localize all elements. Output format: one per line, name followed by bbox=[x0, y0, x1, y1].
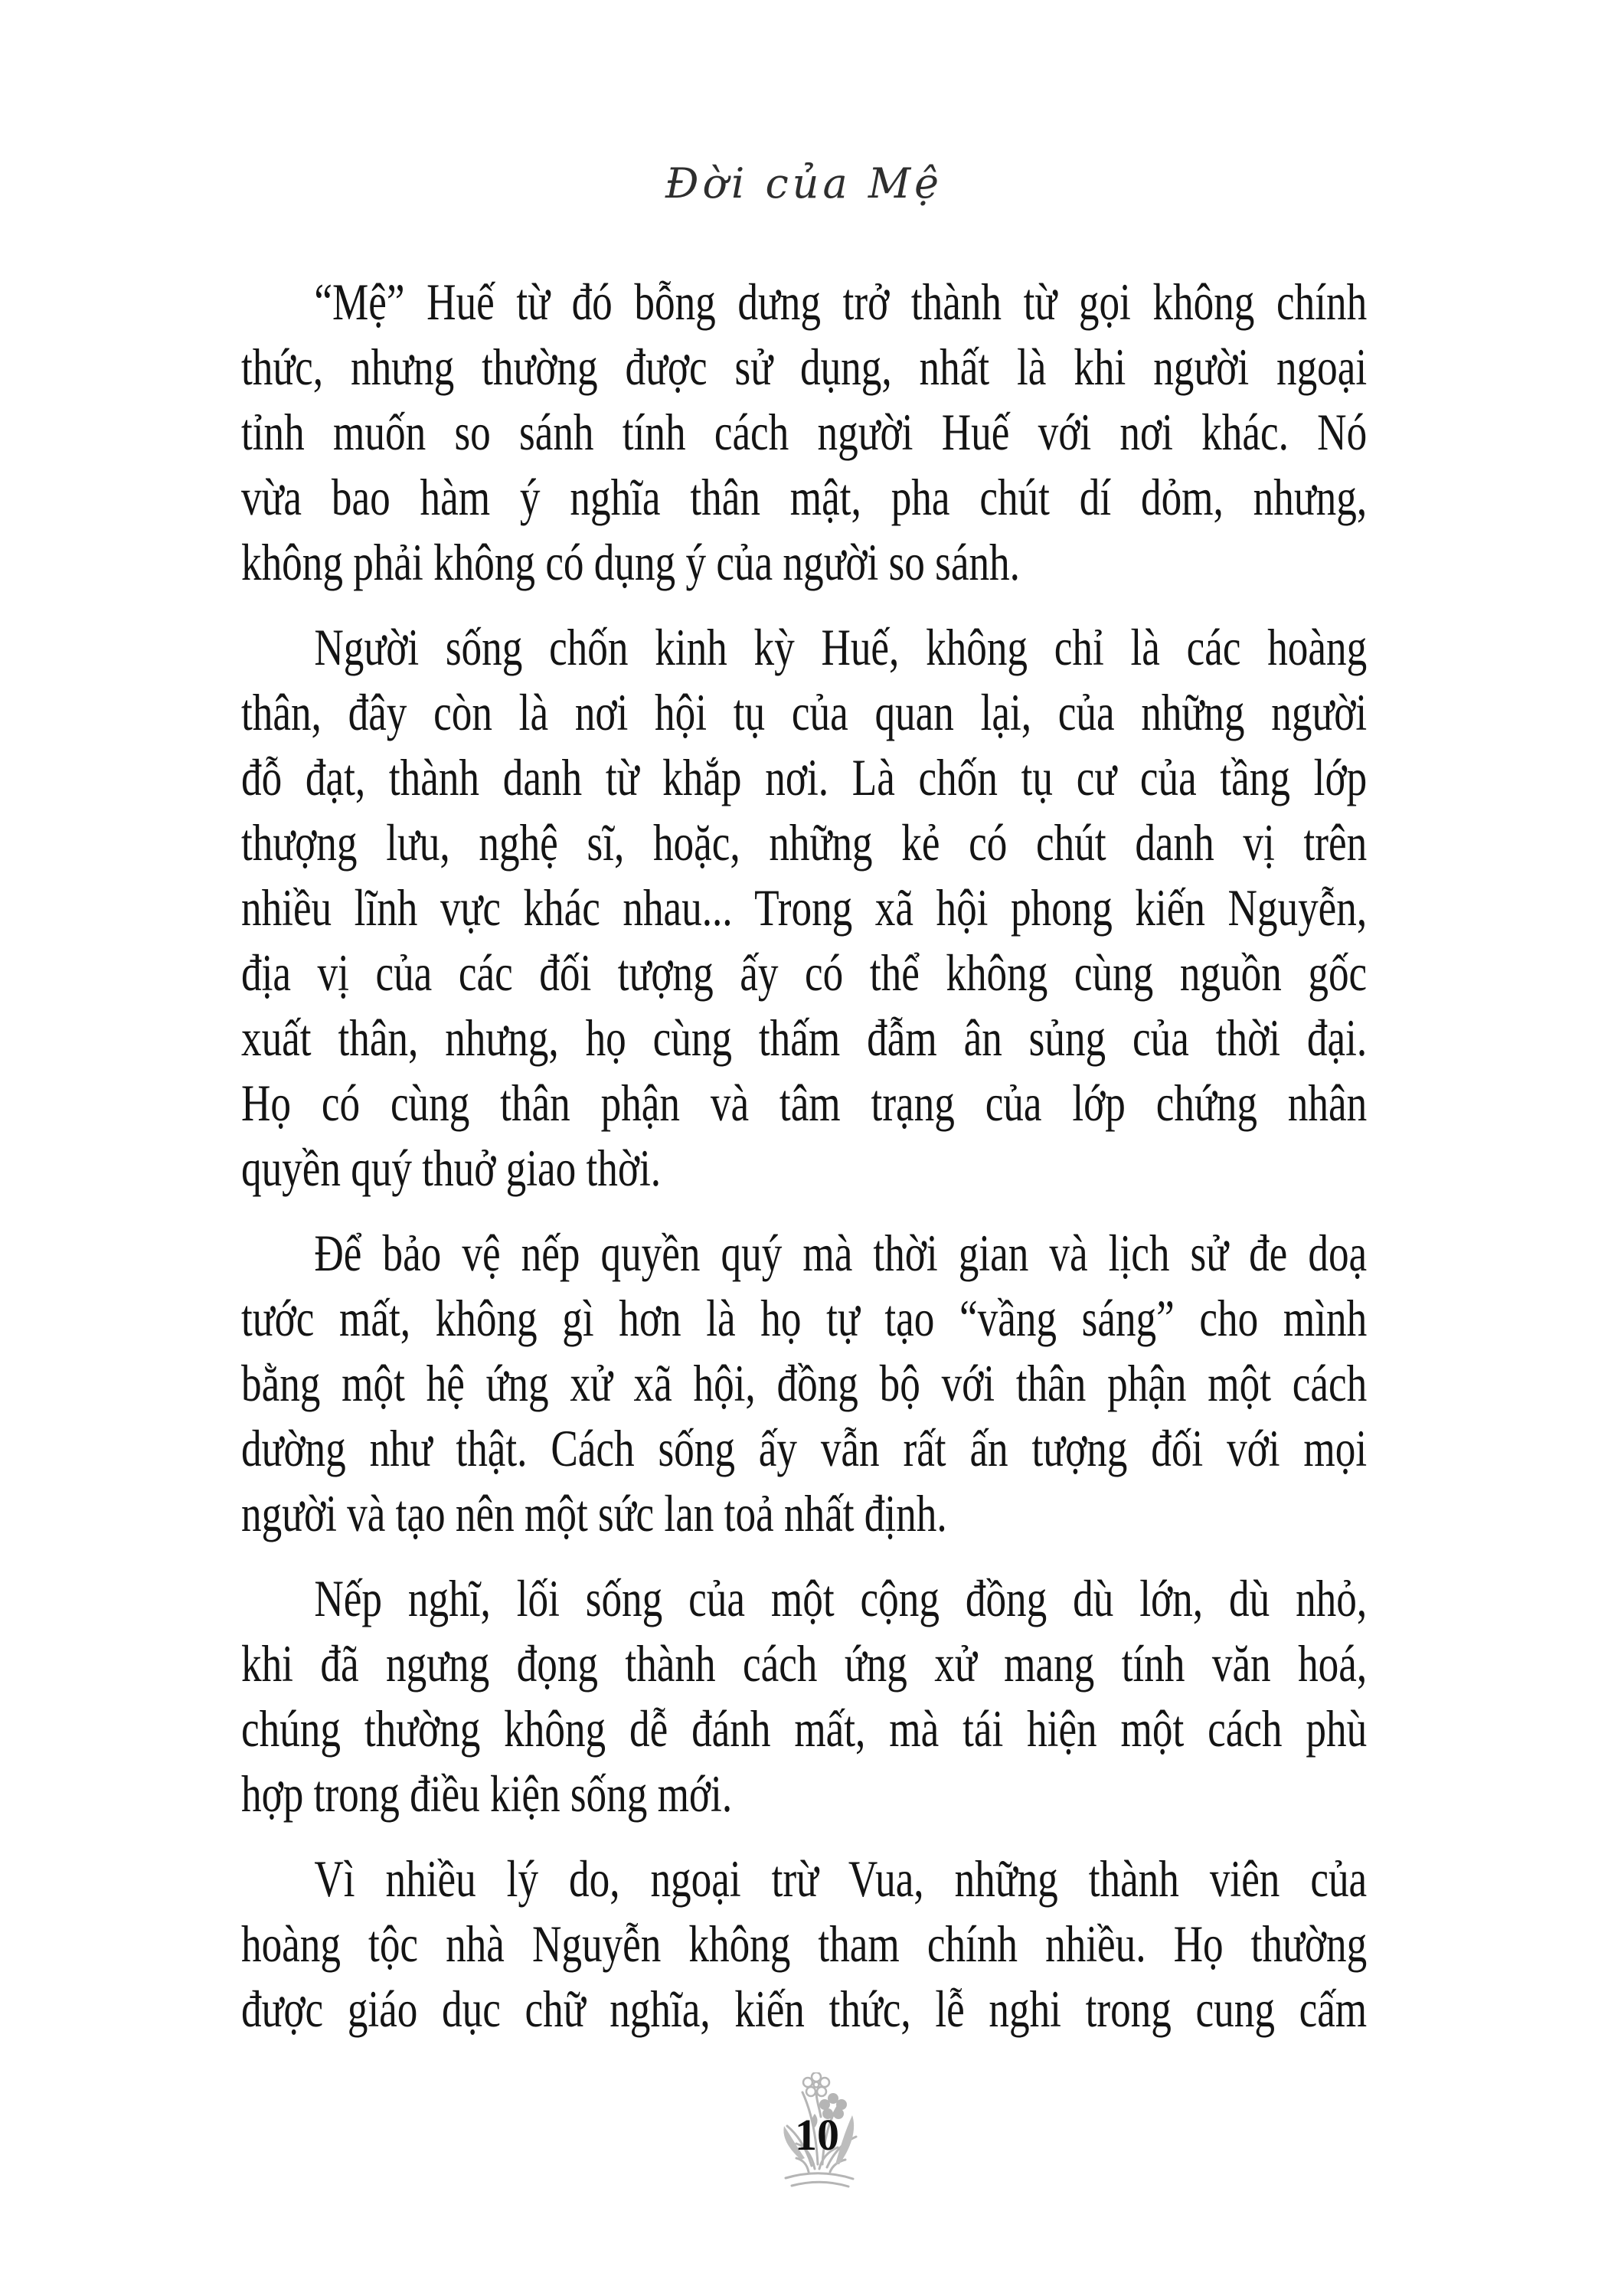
paragraph bbox=[241, 1566, 1367, 1827]
text-line: hợp trong điều kiện sống mới. bbox=[241, 1765, 733, 1823]
text-line: Họ có cùng thân phận và tâm trạng của lớp chứng nhân bbox=[241, 1074, 1368, 1132]
paragraph bbox=[241, 1846, 1367, 2042]
text-line: đỗ đạt, thành danh từ khắp nơi. Là chốn tụ cư của tầng lớp bbox=[241, 748, 1368, 806]
text-line: không phải không có dụng ý của người so sánh. bbox=[241, 533, 1020, 591]
text-line: được giáo dục chữ nghĩa, kiến thức, lễ nghi trong cung cấm bbox=[241, 1980, 1368, 2038]
text-line: khi đã ngưng đọng thành cách ứng xử mang tính văn hoá, bbox=[241, 1634, 1368, 1693]
text-line: thượng lưu, nghệ sĩ, hoặc, những kẻ có chút danh vị trên bbox=[241, 813, 1368, 872]
text-line: vừa bao hàm ý nghĩa thân mật, pha chút dí dỏm, nhưng, bbox=[241, 468, 1368, 526]
text-line: bằng một hệ ứng xử xã hội, đồng bộ với thân phận một cách bbox=[241, 1354, 1368, 1412]
text-line: xuất thân, nhưng, họ cùng thấm đẫm ân sủng của thời đại. bbox=[241, 1009, 1368, 1067]
text-line: dường như thật. Cách sống ấy vẫn rất ấn tượng đối với mọi bbox=[241, 1419, 1368, 1477]
text-line: tỉnh muốn so sánh tính cách người Huế với nơi khác. Nó bbox=[241, 403, 1368, 461]
text-line: người và tạo nên một sức lan toả nhất định. bbox=[241, 1484, 947, 1542]
text-line: Vì nhiều lý do, ngoại trừ Vua, những thành viên của bbox=[314, 1850, 1368, 1908]
text-line: địa vị của các đối tượng ấy có thể không cùng nguồn gốc bbox=[241, 944, 1368, 1002]
text-line: Người sống chốn kinh kỳ Huế, không chỉ là các hoàng bbox=[314, 618, 1368, 676]
text-line: tước mất, không gì hơn là họ tự tạo “vầng sáng” cho mình bbox=[241, 1289, 1368, 1347]
text-line: “Mệ” Huế từ đó bỗng dưng trở thành từ gọi không chính bbox=[314, 273, 1368, 331]
page-footer bbox=[766, 2072, 873, 2195]
text-line: chúng thường không dễ đánh mất, mà tái hiện một cách phù bbox=[241, 1699, 1368, 1758]
paragraph bbox=[241, 1221, 1367, 1546]
text-line: hoàng tộc nhà Nguyễn không tham chính nhiều. Họ thường bbox=[241, 1915, 1368, 1973]
paragraph bbox=[241, 615, 1367, 1201]
page-number: 10 bbox=[795, 2110, 839, 2160]
running-header: Đời của Mệ bbox=[665, 159, 943, 208]
paragraph bbox=[241, 270, 1367, 595]
text-line: Để bảo vệ nếp quyền quý mà thời gian và lịch sử đe doạ bbox=[314, 1224, 1368, 1282]
text-line: quyền quý thuở giao thời. bbox=[241, 1139, 662, 1197]
text-line: thức, nhưng thường được sử dụng, nhất là khi người ngoại bbox=[241, 338, 1368, 396]
text-line: nhiều lĩnh vực khác nhau... Trong xã hội phong kiến Nguyễn, bbox=[241, 878, 1368, 937]
text-line: thân, đây còn là nơi hội tụ của quan lại, của những người bbox=[241, 683, 1368, 741]
body-text bbox=[241, 270, 1367, 2062]
text-line: Nếp nghĩ, lối sống của một cộng đồng dù lớn, dù nhỏ, bbox=[314, 1569, 1368, 1627]
